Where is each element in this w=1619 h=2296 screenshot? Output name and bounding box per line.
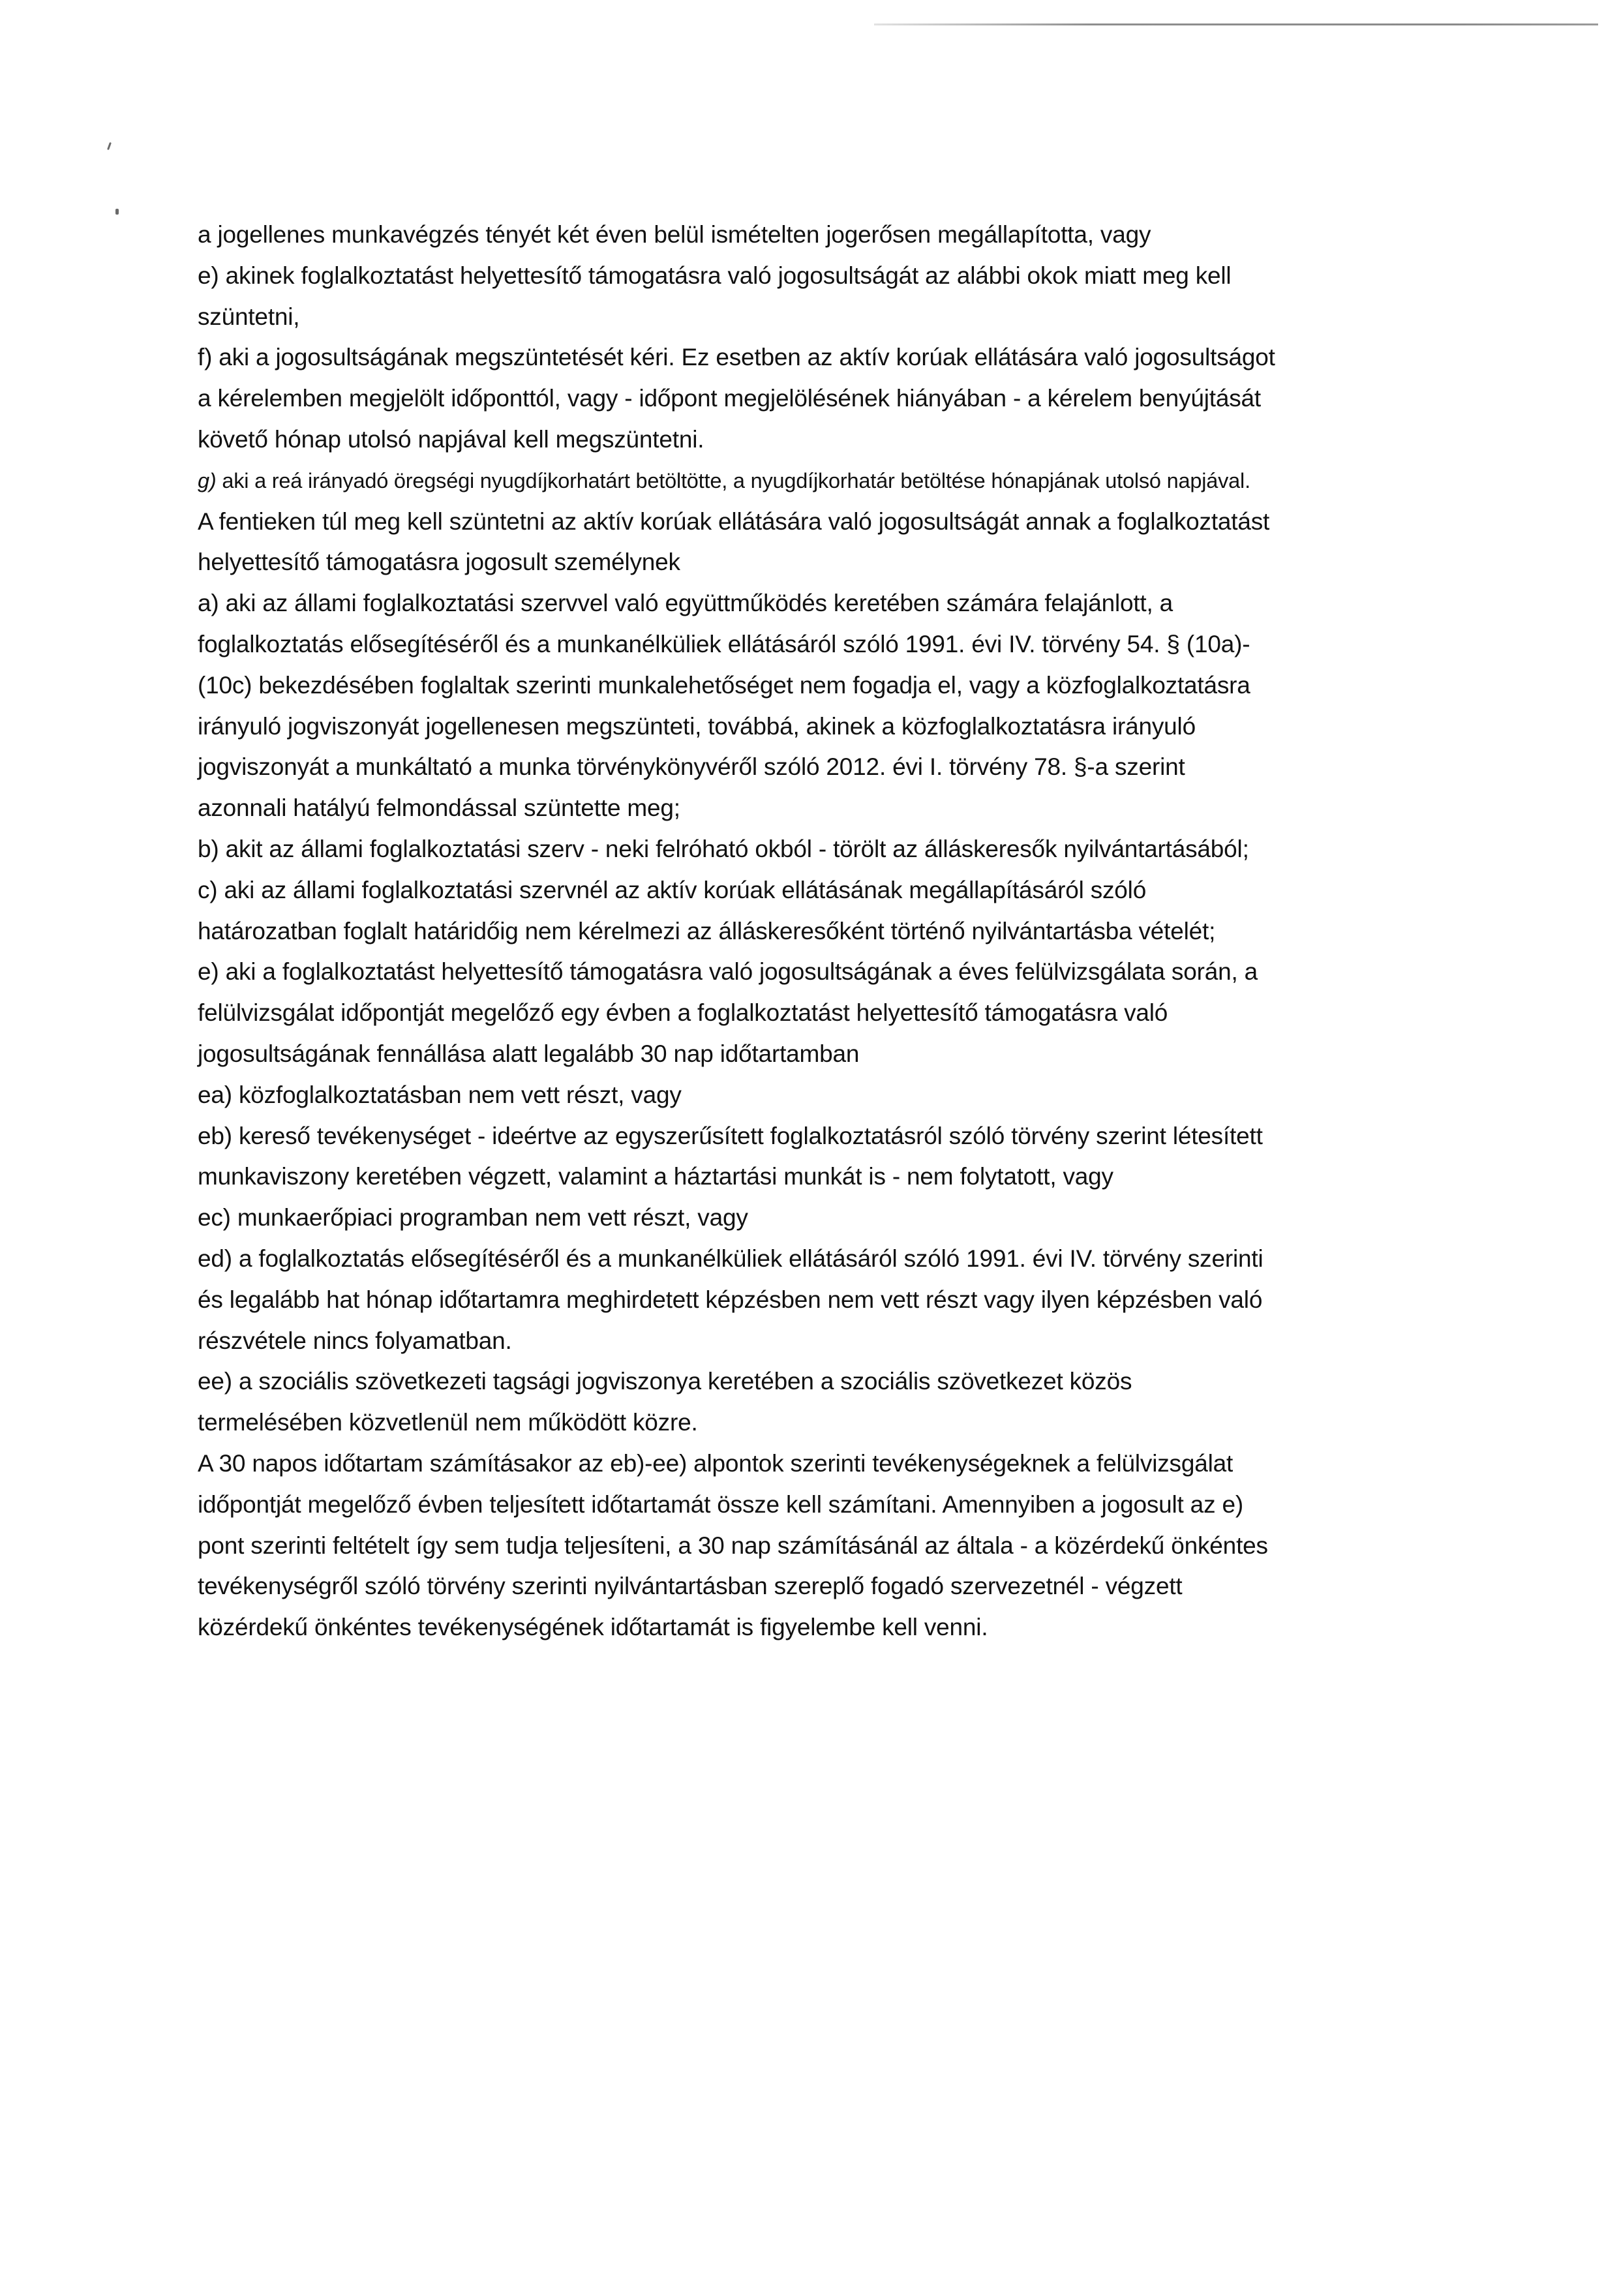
line-text: irányuló jogviszonyát jogellenesen megszünteti, továbbá, akinek a közfoglalkoztatásra irányuló: [198, 712, 1196, 740]
text-line: [198, 671, 1250, 700]
text-line: [198, 753, 1185, 781]
line-text: foglalkoztatás elősegítéséről és a munkanélküliek ellátásáról szóló 1991. évi IV. törvény 54. § (10a)-: [198, 631, 1250, 657]
line-text: (10c) bekezdésében foglaltak szerinti munkalehetőséget nem fogadja el, vagy a közfoglalkoztatásra: [198, 671, 1250, 699]
line-text: ed) a foglalkoztatás elősegítéséről és a munkanélküliek ellátásáról szóló 1991. évi IV. törvény szerinti: [198, 1245, 1263, 1272]
text-line: [198, 958, 1258, 986]
line-text: ee) a szociális szövetkezeti tagsági jogviszonya keretében a szociális szövetkezet közös: [198, 1368, 1132, 1395]
text-line: [198, 589, 1173, 618]
text-line: [198, 548, 680, 577]
line-text: közérdekű önkéntes tevékenységének időtartamát is figyelembe kell venni.: [198, 1614, 988, 1641]
line-text: és legalább hat hónap időtartamra meghirdetett képzésben nem vett részt vagy ilyen képzésben való: [198, 1286, 1263, 1313]
line-text: ec) munkaerőpiaci programban nem vett részt, vagy: [198, 1204, 748, 1231]
line-text: e) akinek foglalkoztatást helyettesítő támogatásra való jogosultságát az alábbi okok miatt meg kell: [198, 262, 1232, 289]
line-text: A 30 napos időtartam számításakor az eb)-ee) alpontok szerinti tevékenységeknek a felülvizsgálat: [198, 1450, 1233, 1477]
text-line: [198, 1572, 1182, 1601]
line-text: termelésében közvetlenül nem működött közre.: [198, 1409, 698, 1436]
text-line: [198, 1449, 1233, 1478]
line-text: A fentieken túl meg kell szüntetni az aktív korúak ellátására való jogosultságát annak a foglalkoztatást: [198, 507, 1270, 535]
line-text: b) akit az állami foglalkoztatási szerv - neki felróható okból - törölt az álláskeresők nyilvántartásából;: [198, 836, 1249, 862]
line-text: ea) közfoglalkoztatásban nem vett részt, vagy: [198, 1081, 682, 1108]
text-line: [198, 220, 1151, 249]
text-line: [198, 1122, 1263, 1151]
text-line: [198, 1490, 1243, 1519]
text-line: [198, 712, 1196, 741]
line-text: e) aki a foglalkoztatást helyettesítő támogatásra való jogosultságának a éves felülvizsgálata során, a: [198, 958, 1258, 986]
text-line: [198, 794, 680, 823]
text-line: [198, 1532, 1268, 1560]
line-text: felülvizsgálat időpontját megelőző egy évben a foglalkoztatást helyettesítő támogatásra való: [198, 999, 1168, 1027]
line-text: c) aki az állami foglalkoztatási szervnél az aktív korúak ellátásának megállapításáról szóló: [198, 876, 1147, 903]
scan-speck: [107, 142, 112, 150]
line-text: határozatban foglalt határidőig nem kérelmezi az álláskeresőként történő nyilvántartásba vételét;: [198, 917, 1216, 944]
text-line: [198, 917, 1215, 946]
line-text: munkaviszony keretében végzett, valamint a háztartási munkát is - nem folytatott, vagy: [198, 1163, 1113, 1190]
line-text: részvétele nincs folyamatban.: [198, 1327, 512, 1354]
line-text: helyettesítő támogatásra jogosult személynek: [198, 549, 680, 576]
line-text: a kérelemben megjelölt időponttól, vagy - időpont megjelölésének hiányában - a kérelem benyújtását: [198, 385, 1261, 412]
line-text: azonnali hatályú felmondással szüntette meg;: [198, 794, 680, 822]
text-line: [198, 466, 1250, 495]
line-text: aki a reá irányadó öregségi nyugdíjkorhatárt betöltötte, a nyugdíjkorhatár betöltése hónapjának utolsó napjával.: [216, 468, 1250, 492]
line-text: tevékenységről szóló törvény szerinti nyilvántartásban szereplő fogadó szervezetnél - végzett: [198, 1573, 1183, 1600]
text-line: [198, 1327, 512, 1355]
line-text: f) aki a jogosultságának megszüntetését kéri. Ez esetben az aktív korúak ellátására való jogosultságot: [198, 344, 1275, 371]
line-text: követő hónap utolsó napjával kell megszüntetni.: [198, 426, 704, 453]
text-line: [198, 1040, 859, 1068]
text-line: [198, 1408, 698, 1437]
scan-edge-line: [874, 23, 1598, 25]
text-line: [198, 303, 299, 331]
text-line: [198, 1367, 1132, 1396]
text-line: [198, 1613, 988, 1642]
line-text: eb) kereső tevékenységet - ideértve az egyszerűsített foglalkoztatásról szóló törvény szerint létesített: [198, 1122, 1263, 1149]
text-line: [198, 507, 1269, 536]
text-line: [198, 1286, 1262, 1314]
line-text: időpontját megelőző évben teljesített időtartamát össze kell számítani. Amennyiben a jogosult az e): [198, 1490, 1243, 1518]
text-line: [198, 876, 1146, 905]
text-line: [198, 1245, 1263, 1273]
text-line: [198, 835, 1249, 864]
text-line: [198, 425, 704, 454]
line-text: szüntetni,: [198, 303, 300, 330]
text-line: [198, 630, 1250, 659]
text-line: [198, 999, 1168, 1027]
item-marker: g): [198, 468, 217, 492]
text-line: [198, 343, 1275, 372]
line-text: a) aki az állami foglalkoztatási szervvel való együttműködés keretében számára felajánlott, a: [198, 590, 1173, 617]
line-text: pont szerinti feltételt így sem tudja teljesíteni, a 30 nap számításánál az általa - a közérdekű önkéntes: [198, 1532, 1268, 1559]
line-text: jogviszonyát a munkáltató a munka törvénykönyvéről szóló 2012. évi I. törvény 78. §-a szerint: [198, 753, 1185, 781]
text-line: [198, 1203, 748, 1232]
text-line: [198, 384, 1261, 413]
line-text: a jogellenes munkavégzés tényét két éven belül ismételten jogerősen megállapította, vagy: [198, 221, 1151, 248]
text-line: [198, 262, 1231, 290]
text-line: [198, 1081, 682, 1110]
line-text: jogosultságának fennállása alatt legalább 30 nap időtartamban: [198, 1040, 860, 1067]
scan-speck: [115, 209, 119, 215]
text-line: [198, 1162, 1113, 1191]
